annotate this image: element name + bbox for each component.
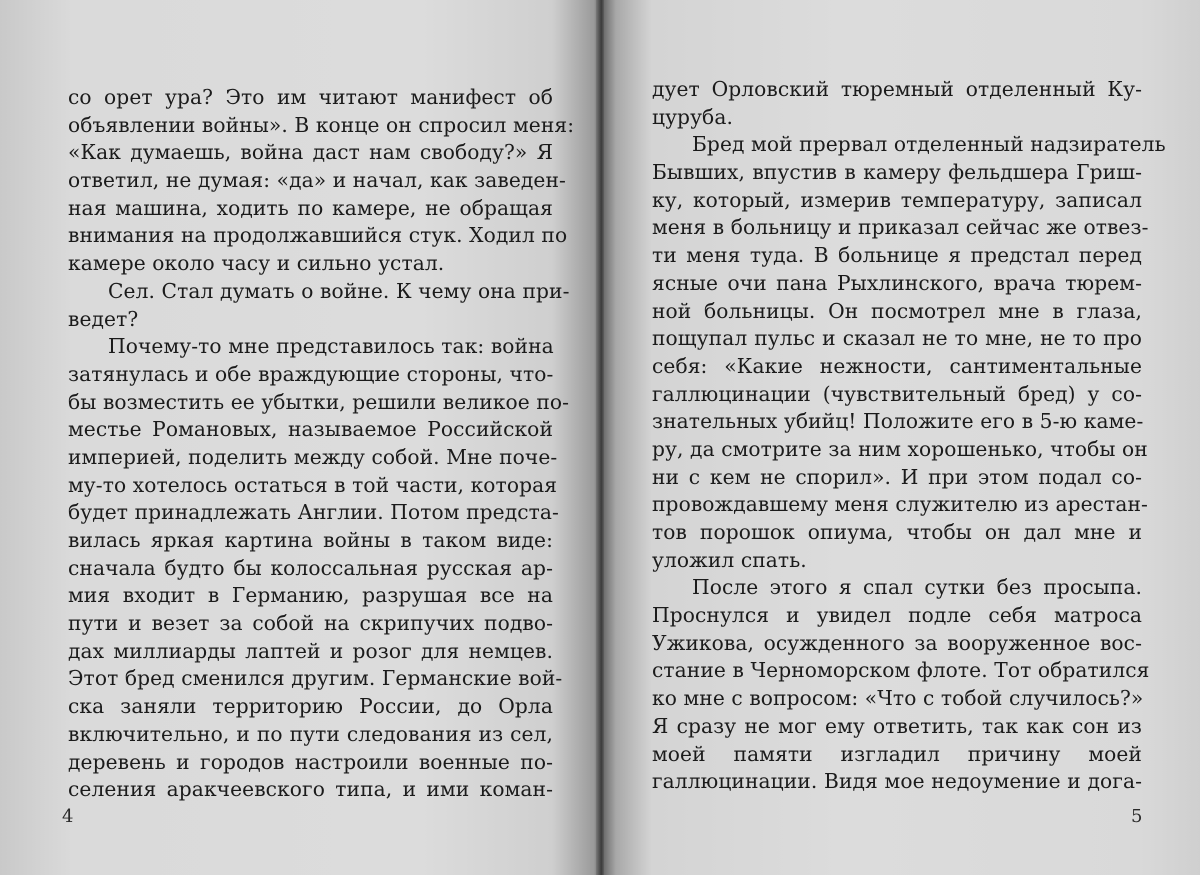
text-line: внимания на продолжавшийся стук. Ходил по [68,223,568,248]
text-line: ной больницы. Он посмотрел мне в глаза, [652,298,1142,323]
page-number: 4 [62,806,74,827]
text-line: ни с кем не спорил». И при этом подал со- [652,464,1142,489]
text-line: му-то хотелось остаться в той части, которая [68,472,558,497]
page-number: 5 [1131,806,1143,827]
text-line: ко мне с вопросом: «Что с тобой случилось?» [652,686,1144,711]
text-line: империей, поделить между собой. Мне поче- [68,444,558,469]
text-line: галлюцинации (чувствительный бред) у со- [652,381,1142,406]
text-line: ясные очи пана Рыхлинского, врача тюрем- [652,270,1142,295]
text-line: тов порошок опиума, чтобы он дал мне и [652,520,1142,544]
text-line: моей памяти изгладил причину моей [652,741,1142,766]
text-line: вилась яркая картина войны в таком виде: [68,528,553,552]
text-line: Этот бред сменился другим. Германские вой- [68,666,563,691]
text-line: Я сразу не мог ему ответить, так как сон из [652,713,1142,738]
text-line: затянулась и обе враждующие стороны, что- [68,361,554,386]
text-line: цуруба. [652,104,733,129]
text-line: Почему-то мне представилось так: война [108,334,554,359]
text-line: ведет? [68,306,139,331]
text-line: уложил спать. [652,547,807,572]
text-line: бы возместить ее убытки, решили великое по- [68,389,570,414]
right-page-text [652,76,1166,796]
text-line: Ужикова, осужденного за вооруженное вос- [652,630,1142,655]
text-line: ру, да смотрите за ним хорошенько, чтобы он [652,436,1148,461]
text-line: провождавшему меня служителю из арестан- [652,492,1148,517]
text-line: галлюцинации. Видя мое недоумение и дога- [652,769,1142,794]
text-line: включительно, и по пути следования из сел, [68,721,553,746]
text-line: ная машина, ходить по камере, не обращая [68,195,553,220]
text-line: селения аракчеевского типа, и ими коман- [68,777,553,802]
text-line: объявлении войны». В конце он спросил меня: [68,112,575,137]
text-line: со орет ура? Это им читают манифест об [68,85,553,109]
text-line: сначала будто бы колоссальная русская ар- [68,555,553,580]
text-line: пути и везет за собой на скрипучих подво- [68,611,553,636]
text-line: Сел. Стал думать о войне. К чему она при- [108,278,570,303]
text-line: Бред мой прервал отделенный надзиратель [692,132,1166,157]
text-line: ти меня туда. В больнице я предстал перед [652,243,1142,268]
text-line: меня в больницу и приказал сейчас же отвез- [652,215,1149,240]
text-line: Проснулся и увидел подле себя матроса [652,603,1142,628]
text-line: местье Романовых, называемое Российской [68,417,553,442]
text-line: знательных убийц! Положите его в 5-ю каме- [652,409,1144,434]
left-page-text [68,84,575,804]
text-line: дует Орловский тюремный отделенный Ку- [652,77,1142,101]
text-line: себя: «Какие нежности, сантиментальные [652,353,1142,378]
text-line: «Как думаешь, война даст нам свободу?» Я [68,140,553,165]
text-line: деревень и городов настроили военные по- [68,749,553,774]
text-line: ска заняли территорию России, до Орла [68,694,553,719]
text-line: дах миллиарды лаптей и розог для немцев. [68,638,553,663]
text-line: После этого я спал сутки без просыпа. [692,575,1142,600]
text-line: ку, который, измерив температуру, записал [652,187,1142,212]
right-page [604,0,1200,875]
text-line: камере около часу и сильно устал. [68,251,445,276]
text-line: пощупал пульс и сказал не то мне, не то про [652,326,1142,351]
text-line: ответил, не думая: «да» и начал, как заведен- [68,168,566,193]
text-line: мия входит в Германию, разрушая все на [68,583,553,608]
text-line: будет принадлежать Англии. Потом предста- [68,500,559,525]
text-line: стание в Черноморском флоте. Тот обратился [652,658,1150,683]
text-line: Бывших, впустив в камеру фельдшера Гриш- [652,160,1142,185]
